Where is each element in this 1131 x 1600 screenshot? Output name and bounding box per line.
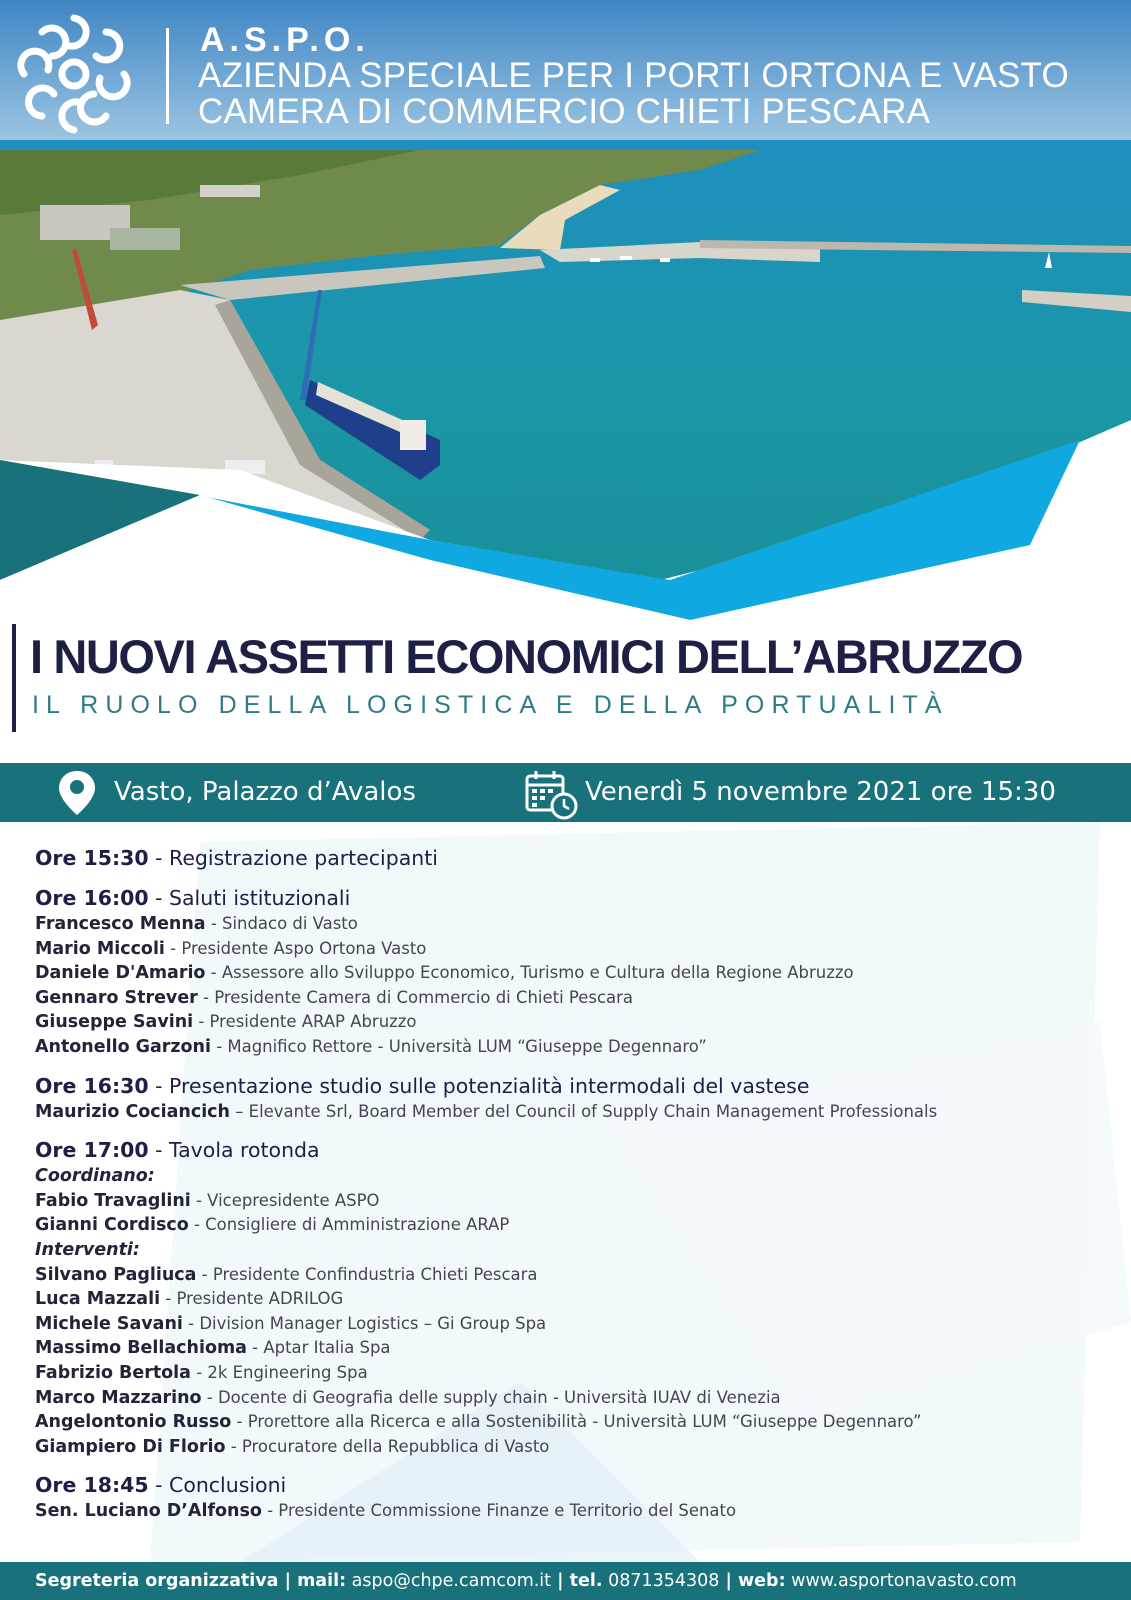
speaker-name: Fabrizio Bertola bbox=[35, 1362, 191, 1383]
speaker-name: Daniele D'Amario bbox=[35, 963, 206, 984]
speaker-row bbox=[35, 1410, 1123, 1435]
speaker-row bbox=[35, 986, 1123, 1011]
program-session-4 bbox=[35, 1136, 1125, 1459]
session-time: Ore 16:00 bbox=[35, 886, 149, 910]
aspo-logo-icon bbox=[12, 12, 136, 136]
session-title: - Registrazione partecipanti bbox=[148, 846, 438, 870]
speaker-role: - Magnifico Rettore - Università LUM “Giuseppe Degennaro” bbox=[210, 1036, 707, 1056]
event-program bbox=[35, 844, 1125, 1536]
speaker-name: Silvano Pagliuca bbox=[35, 1264, 197, 1285]
header-divider bbox=[166, 28, 169, 124]
speaker-role: - Presidente Commissione Finanze e Territorio del Senato bbox=[261, 1501, 737, 1521]
speaker-row bbox=[35, 1361, 1123, 1386]
event-subtitle: IL RUOLO DELLA LOGISTICA E DELLA PORTUALITÀ bbox=[32, 691, 949, 719]
speaker-name: Luca Mazzali bbox=[35, 1289, 161, 1310]
speaker-role: - Vicepresidente ASPO bbox=[190, 1190, 380, 1210]
session-title: - Conclusioni bbox=[148, 1473, 287, 1498]
speaker-role: – Elevante Srl, Board Member del Council of Supply Chain Management Professionals bbox=[229, 1101, 938, 1121]
speaker-row bbox=[35, 961, 1123, 986]
speaker-name: Gennaro Strever bbox=[35, 987, 198, 1008]
speaker-name: Massimo Bellachioma bbox=[35, 1338, 247, 1359]
session-time: Ore 16:30 bbox=[35, 1073, 149, 1098]
footer-separator: | bbox=[551, 1571, 570, 1591]
map-pin-icon bbox=[56, 769, 98, 817]
speaker-row bbox=[35, 1312, 1123, 1337]
session-heading bbox=[35, 844, 1123, 872]
speaker-name: Giuseppe Savini bbox=[35, 1012, 194, 1033]
speaker-row bbox=[35, 1189, 1123, 1214]
speaker-row bbox=[35, 1213, 1123, 1238]
speaker-role: - 2k Engineering Spa bbox=[190, 1362, 368, 1382]
speaker-row bbox=[35, 912, 1123, 937]
session-heading bbox=[35, 1136, 1123, 1164]
speaker-name: Mario Miccoli bbox=[35, 938, 165, 959]
speaker-role: - Aptar Italia Spa bbox=[246, 1338, 391, 1358]
session-time: Ore 18:45 bbox=[35, 1473, 149, 1498]
speaker-role: - Prorettore alla Ricerca e alla Sostenibilità - Università LUM “Giuseppe Degennaro” bbox=[231, 1412, 922, 1432]
contact-footer bbox=[0, 1562, 1131, 1600]
mail-label: mail: bbox=[297, 1571, 347, 1591]
footer-phone[interactable]: 0871354308 bbox=[602, 1571, 720, 1591]
coordinators-label: Coordinano: bbox=[35, 1166, 155, 1187]
speaker-role: - Division Manager Logistics – Gi Group Spa bbox=[182, 1313, 547, 1333]
org-name: AZIENDA SPECIALE PER I PORTI ORTONA E VASTO bbox=[198, 56, 1069, 95]
speaker-row bbox=[35, 1287, 1123, 1312]
event-info-band bbox=[0, 763, 1131, 822]
speaker-name: Michele Savani bbox=[35, 1313, 183, 1334]
event-datetime: Venerdì 5 novembre 2021 ore 15:30 bbox=[585, 777, 1056, 807]
speaker-role: - Sindaco di Vasto bbox=[205, 914, 358, 933]
speaker-row bbox=[35, 1336, 1123, 1361]
org-parent-name: CAMERA DI COMMERCIO CHIETI PESCARA bbox=[198, 92, 931, 131]
speaker-role: - Procuratore della Repubblica di Vasto bbox=[225, 1436, 550, 1456]
speaker-role: - Consigliere di Amministrazione ARAP bbox=[188, 1215, 510, 1235]
footer-website-link[interactable]: www.asportonavasto.com bbox=[785, 1571, 1017, 1591]
session-time: Ore 17:00 bbox=[35, 1138, 149, 1163]
calendar-clock-icon bbox=[524, 768, 578, 820]
program-session-2 bbox=[35, 884, 1125, 1060]
program-session-3 bbox=[35, 1072, 1125, 1125]
session-title: - Saluti istituzionali bbox=[148, 886, 351, 910]
speaker-name: Francesco Menna bbox=[35, 914, 206, 934]
speaker-row bbox=[35, 1263, 1123, 1288]
web-label: web: bbox=[738, 1571, 786, 1591]
session-time: Ore 15:30 bbox=[35, 846, 149, 870]
speaker-name: Giampiero Di Florio bbox=[35, 1436, 226, 1457]
program-session-1 bbox=[35, 844, 1125, 872]
speaker-row bbox=[35, 937, 1123, 962]
session-title: - Presentazione studio sulle potenzialità intermodali del vastese bbox=[148, 1073, 810, 1098]
speaker-name: Marco Mazzarino bbox=[35, 1387, 202, 1408]
event-title: I NUOVI ASSETTI ECONOMICI DELL’ABRUZZO bbox=[30, 630, 1023, 683]
speaker-row bbox=[35, 1386, 1123, 1411]
footer-content bbox=[35, 1562, 1017, 1600]
session-title: - Tavola rotonda bbox=[148, 1138, 320, 1163]
tel-label: tel. bbox=[569, 1571, 603, 1591]
speaker-role: - Presidente Confindustria Chieti Pescara bbox=[196, 1264, 538, 1284]
session-heading bbox=[35, 884, 1123, 912]
speaker-name: Sen. Luciano D’Alfonso bbox=[35, 1501, 262, 1522]
footer-label: Segreteria organizzativa bbox=[35, 1571, 279, 1591]
org-abbreviation: A.S.P.O. bbox=[200, 21, 370, 59]
speaker-name: Gianni Cordisco bbox=[35, 1215, 189, 1236]
speaker-row bbox=[35, 1100, 1123, 1125]
speaker-role: - Presidente ADRILOG bbox=[160, 1289, 344, 1309]
speaker-role: - Assessore allo Sviluppo Economico, Turismo e Cultura della Regione Abruzzo bbox=[205, 963, 854, 983]
speaker-role: - Presidente ARAP Abruzzo bbox=[193, 1012, 417, 1032]
speaker-role: - Presidente Aspo Ortona Vasto bbox=[164, 938, 427, 958]
speaker-name: Maurizio Cociancich bbox=[35, 1101, 230, 1122]
session-heading bbox=[35, 1072, 1123, 1100]
footer-email-link[interactable]: aspo@chpe.camcom.it bbox=[346, 1571, 552, 1591]
speaker-row bbox=[35, 1010, 1123, 1035]
event-location: Vasto, Palazzo d’Avalos bbox=[114, 777, 416, 807]
hero-port-photo bbox=[0, 0, 1131, 640]
speaker-row bbox=[35, 1499, 1123, 1524]
title-accent-bar bbox=[12, 624, 16, 732]
program-session-5 bbox=[35, 1471, 1125, 1524]
speaker-name: Antonello Garzoni bbox=[35, 1036, 211, 1057]
speaker-row bbox=[35, 1035, 1123, 1060]
speaker-role: - Docente di Geografia delle supply chain - Università IUAV di Venezia bbox=[201, 1387, 781, 1407]
footer-separator: | bbox=[278, 1571, 298, 1591]
footer-separator: | bbox=[719, 1571, 738, 1591]
speaker-role: - Presidente Camera di Commercio di Chieti Pescara bbox=[197, 987, 633, 1007]
speaker-name: Angelontonio Russo bbox=[35, 1412, 232, 1433]
speaker-row bbox=[35, 1435, 1123, 1460]
session-heading bbox=[35, 1471, 1123, 1499]
speaker-name: Fabio Travaglini bbox=[35, 1190, 191, 1211]
speakers-label: Interventi: bbox=[35, 1239, 140, 1260]
